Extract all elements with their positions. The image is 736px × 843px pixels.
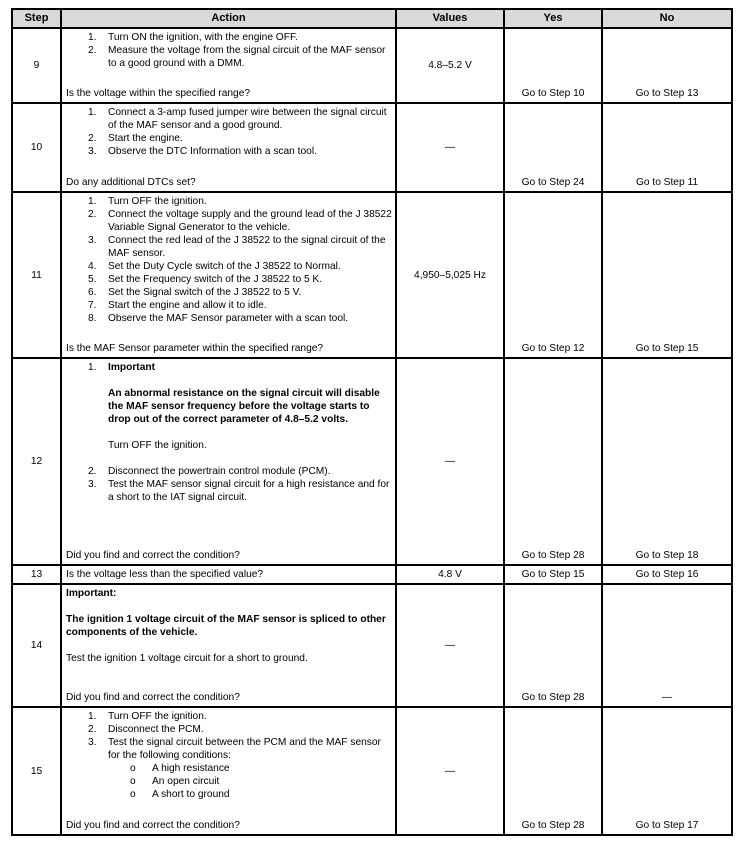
step-number: 14 (12, 584, 61, 707)
action-cell (61, 358, 396, 565)
header-action: Action (61, 9, 396, 28)
header-step: Step (12, 9, 61, 28)
no-cell: Go to Step 17 (602, 707, 732, 835)
no-cell: — (602, 584, 732, 707)
action-cell (61, 707, 396, 835)
action-step: Start the engine and allow it to idle. (108, 300, 267, 311)
table-row (12, 28, 732, 103)
action-steps (66, 106, 392, 158)
action-steps (66, 31, 392, 70)
condition-item: o A high resistance (130, 762, 392, 775)
yes-cell: Go to Step 28 (504, 584, 602, 707)
action-step: Observe the MAF Sensor parameter with a scan tool. (108, 313, 349, 324)
diagnostic-table-frame (11, 8, 731, 835)
step-number: 11 (12, 192, 61, 358)
action-question: Is the voltage less than the specified value? (66, 569, 264, 580)
diagnostic-table (11, 8, 733, 836)
condition-list (108, 762, 392, 801)
value-cell: — (396, 584, 504, 707)
action-cell (61, 584, 396, 707)
action-step: Turn ON the ignition, with the engine OFF. (108, 32, 298, 43)
action-step: Set the Signal switch of the J 38522 to 5 V. (108, 287, 302, 298)
table-row (12, 103, 732, 192)
action-steps (66, 195, 392, 325)
action-question: Is the MAF Sensor parameter within the specified range? (66, 343, 324, 354)
table-row (12, 358, 732, 565)
value-cell: — (396, 358, 504, 565)
action-cell (61, 28, 396, 103)
action-step: Disconnect the PCM. (108, 724, 204, 735)
important-text: The ignition 1 voltage circuit of the MAF sensor is spliced to other components of the vehicle. (66, 614, 386, 638)
action-step: Set the Frequency switch of the J 38522 to 5 K. (108, 274, 323, 285)
important-label: Important (108, 362, 155, 373)
action-steps (66, 361, 392, 504)
action-step (88, 361, 392, 465)
action-step: Measure the voltage from the signal circuit of the MAF sensor to a good ground with a DMM. (108, 45, 386, 69)
value-cell: — (396, 103, 504, 192)
header-row (12, 9, 732, 28)
action-step: Test the MAF sensor signal circuit for a high resistance and for a short to the IAT signal circuit. (108, 479, 390, 503)
header-no: No (602, 9, 732, 28)
yes-cell: Go to Step 28 (504, 358, 602, 565)
header-values: Values (396, 9, 504, 28)
action-step: Turn OFF the ignition. (108, 711, 207, 722)
yes-cell: Go to Step 12 (504, 192, 602, 358)
action-steps (66, 710, 392, 801)
action-question: Do any additional DTCs set? (66, 177, 196, 188)
action-step-text: Turn OFF the ignition. (108, 440, 207, 451)
table-row (12, 192, 732, 358)
step-number: 9 (12, 28, 61, 103)
important-label: Important: (66, 588, 117, 599)
step-number: 10 (12, 103, 61, 192)
table-row (12, 565, 732, 584)
yes-cell: Go to Step 24 (504, 103, 602, 192)
action-cell (61, 192, 396, 358)
action-cell (61, 565, 396, 584)
action-step: Connect the red lead of the J 38522 to the signal circuit of the MAF sensor. (108, 235, 386, 259)
condition-item: o A short to ground (130, 788, 392, 801)
step-number: 12 (12, 358, 61, 565)
no-cell: Go to Step 15 (602, 192, 732, 358)
action-step: Turn OFF the ignition. (108, 196, 207, 207)
action-question: Did you find and correct the condition? (66, 550, 240, 561)
action-step: Set the Duty Cycle switch of the J 38522 to Normal. (108, 261, 341, 272)
no-cell: Go to Step 18 (602, 358, 732, 565)
action-step (88, 736, 392, 801)
step-number: 13 (12, 565, 61, 584)
table-row (12, 707, 732, 835)
yes-cell: Go to Step 10 (504, 28, 602, 103)
no-cell: Go to Step 13 (602, 28, 732, 103)
value-cell: 4,950–5,025 Hz (396, 192, 504, 358)
important-text: An abnormal resistance on the signal circuit will disable the MAF sensor frequency before the voltage starts to drop out of the correct parameter of 4.8–5.2 volts. (108, 388, 380, 425)
action-step: Connect the voltage supply and the ground lead of the J 38522 Variable Signal Generator to the vehicle. (108, 209, 392, 233)
value-cell: 4.8–5.2 V (396, 28, 504, 103)
action-question: Is the voltage within the specified range? (66, 88, 251, 99)
table-row (12, 584, 732, 707)
action-question: Did you find and correct the condition? (66, 692, 240, 703)
action-step: Observe the DTC Information with a scan tool. (108, 146, 317, 157)
value-cell: 4.8 V (396, 565, 504, 584)
step-number: 15 (12, 707, 61, 835)
yes-cell: Go to Step 28 (504, 707, 602, 835)
condition-item: o An open circuit (130, 775, 392, 788)
header-yes: Yes (504, 9, 602, 28)
action-cell (61, 103, 396, 192)
action-step-text: Test the ignition 1 voltage circuit for a short to ground. (66, 653, 308, 664)
action-step-text: Test the signal circuit between the PCM and the MAF sensor for the following conditions: (108, 737, 381, 761)
action-step: Connect a 3-amp fused jumper wire between the signal circuit of the MAF sensor and a good ground. (108, 107, 387, 131)
action-question: Did you find and correct the condition? (66, 820, 240, 831)
no-cell: Go to Step 16 (602, 565, 732, 584)
value-cell: — (396, 707, 504, 835)
no-cell: Go to Step 11 (602, 103, 732, 192)
action-step: Start the engine. (108, 133, 183, 144)
yes-cell: Go to Step 15 (504, 565, 602, 584)
action-step: Disconnect the powertrain control module (PCM). (108, 466, 331, 477)
